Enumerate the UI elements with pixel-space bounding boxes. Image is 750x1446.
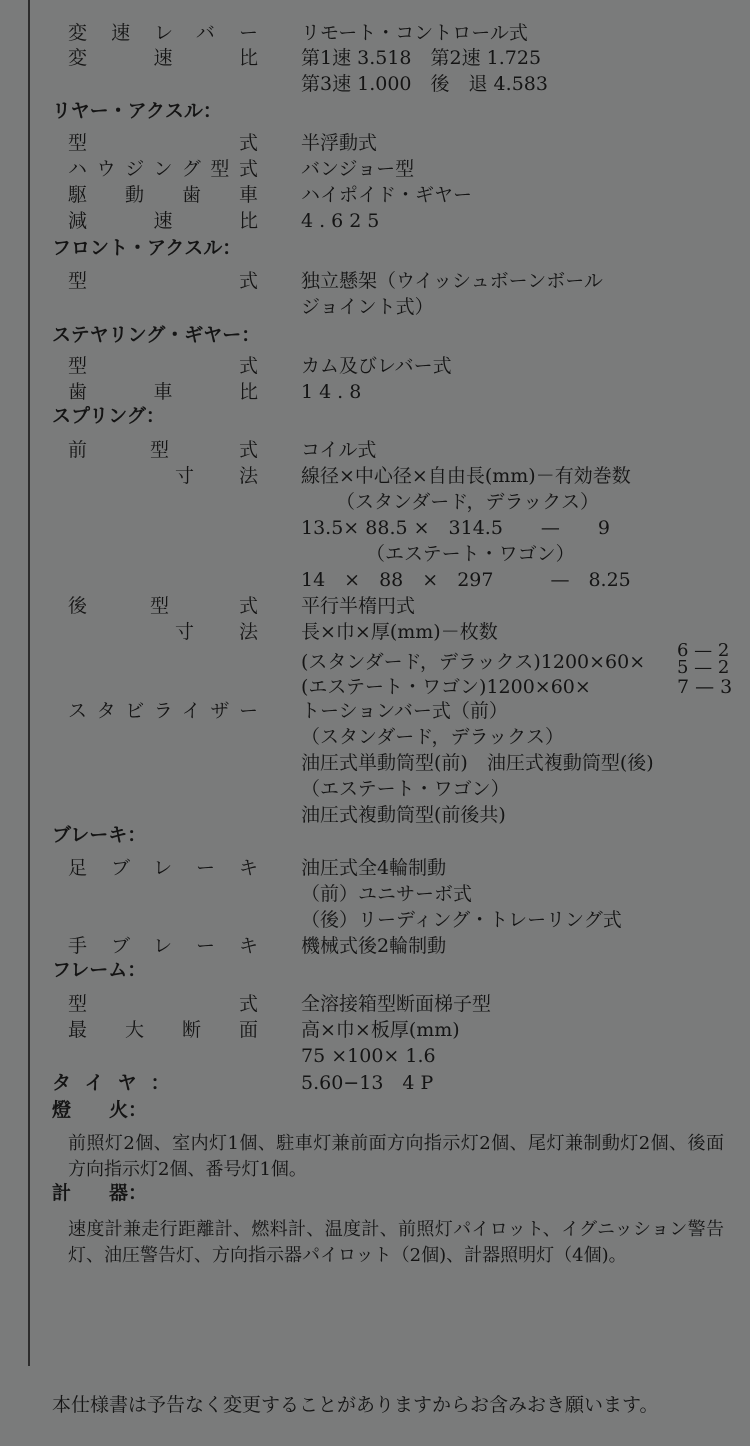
section-gauges	[0, 1180, 750, 1207]
value: （スタンダード，デラックス）	[336, 491, 599, 513]
row-stab-est-label	[0, 776, 750, 803]
row-front-axle-type	[0, 268, 750, 295]
value: ジョイント式）	[301, 296, 434, 318]
row-gear-ratio-2	[0, 71, 750, 98]
value: リモート・コントロール式	[301, 22, 528, 44]
row-frame-section-value	[0, 1043, 750, 1070]
row-hand-brake	[0, 933, 750, 960]
value: カム及びレバー式	[301, 355, 452, 377]
row-front-axle-type-2	[0, 294, 750, 321]
label: 寸法	[175, 621, 258, 643]
value: 5.60−13 4 P	[301, 1072, 434, 1094]
value: （前）ユニサーボ式	[301, 883, 473, 905]
section-lights	[0, 1097, 750, 1124]
label: スタビライザー	[68, 700, 258, 722]
row-foot-brake	[0, 855, 750, 882]
section-heading: 燈 火：	[52, 1099, 148, 1121]
value: ハイポイド・ギヤー	[301, 184, 473, 206]
row-front-spring-std-label	[0, 489, 750, 516]
lights-text: 前照灯2個、室内灯1個、駐車灯兼前面方向指示灯2個、尾灯兼制動灯2個、後面方向指示灯2個、番号灯1個。	[68, 1133, 724, 1180]
label: 型式	[150, 439, 258, 461]
row-stab-std-label	[0, 724, 750, 751]
value: （スタンダード，デラックス）	[301, 726, 564, 748]
row-front-spring-dim	[0, 463, 750, 490]
section-heading: 計 器：	[52, 1182, 148, 1204]
label: 型式	[68, 355, 258, 377]
row-foot-brake-front	[0, 881, 750, 908]
value: 全溶接箱型断面梯子型	[301, 993, 492, 1015]
row-steering-type	[0, 353, 750, 380]
row-reduction-ratio	[0, 208, 750, 235]
row-tire	[0, 1070, 750, 1097]
value: 第1速 3.518 第2速 1.725	[301, 47, 542, 69]
label: ハウジング型式	[68, 158, 258, 180]
row-steering-ratio	[0, 379, 750, 406]
section-brake	[0, 822, 750, 849]
label: 足ブレーキ	[68, 857, 258, 879]
section-heading: ブレーキ：	[52, 824, 147, 846]
section-steering	[0, 322, 750, 349]
section-rear-axle	[0, 98, 750, 125]
value: (スタンダード，デラックス)1200×60×	[301, 651, 646, 673]
row-foot-brake-rear	[0, 907, 750, 934]
section-front-axle	[0, 235, 750, 262]
value: 75 ×100× 1.6	[301, 1045, 436, 1067]
row-front-spring-std-value	[0, 515, 750, 542]
value: 4.625	[301, 210, 386, 232]
section-heading: スプリング：	[52, 405, 165, 427]
label: 変速比	[68, 47, 258, 69]
value: 半浮動式	[301, 132, 378, 154]
row-front-spring-est-value	[0, 567, 750, 594]
label: 駆動歯車	[68, 184, 258, 206]
row-rear-spring-type	[0, 593, 750, 620]
value: 油圧式単動筒型(前) 油圧式複動筒型(後)	[301, 752, 654, 774]
value: 14 × 88 × 297 — 8.25	[301, 569, 631, 591]
label: 手ブレーキ	[68, 935, 258, 957]
value: （後）リーディング・トレーリング式	[301, 909, 622, 931]
row-stab-std-value	[0, 750, 750, 777]
label: 最大断面	[68, 1019, 258, 1041]
value: （エステート・ワゴン）	[301, 778, 510, 800]
value: トーションバー式（前）	[301, 700, 508, 722]
frac-mid: 5 — 2	[677, 657, 730, 678]
value: 14.8	[301, 381, 368, 403]
label: 寸法	[175, 465, 258, 487]
label-front: 前	[68, 439, 88, 461]
value: 油圧式複動筒型(前後共)	[301, 804, 506, 826]
row-front-spring-type	[0, 437, 750, 464]
footer-note: 本仕様書は予告なく変更することがありますからお含みおき願います。	[52, 1394, 659, 1416]
label: 型式	[150, 595, 258, 617]
value: 長×巾×厚(mm)－枚数	[301, 621, 498, 643]
value: 機械式後2輪制動	[301, 935, 447, 957]
label: 型式	[68, 270, 258, 292]
value: バンジョー型	[301, 158, 415, 180]
label: 歯車比	[68, 381, 258, 403]
row-shift-lever	[0, 20, 750, 47]
label: 型式	[68, 132, 258, 154]
row-rear-spring-dim	[0, 619, 750, 646]
row-frame-type	[0, 991, 750, 1018]
value: 13.5× 88.5 × 314.5 — 9	[301, 517, 611, 539]
row-drive-gear	[0, 182, 750, 209]
value: 油圧式全4輪制動	[301, 857, 447, 879]
value: コイル式	[301, 439, 377, 461]
value: （エステート・ワゴン）	[366, 543, 575, 565]
gauges-text: 速度計兼走行距離計、燃料計、温度計、前照灯パイロット、イグニッション警告灯、油圧警告灯、方向指示器パイロット（2個)、計器照明灯（4個)。	[68, 1219, 724, 1266]
section-frame	[0, 957, 750, 984]
section-heading: リヤー・アクスル：	[52, 100, 222, 122]
value: 平行半楕円式	[301, 595, 416, 617]
label: 型式	[68, 993, 258, 1015]
row-frame-section	[0, 1017, 750, 1044]
leaf-count-fraction	[677, 642, 729, 676]
label: 変速レバー	[68, 22, 258, 44]
value: 高×巾×板厚(mm)	[301, 1019, 460, 1041]
value: 第3速 1.000 後 退 4.583	[301, 73, 548, 95]
frac-top: 6 — 2	[677, 640, 730, 661]
section-heading: ステヤリング・ギヤー：	[52, 324, 261, 346]
label-rear: 後	[68, 595, 88, 617]
label: 減速比	[68, 210, 258, 232]
value: 線径×中心径×自由長(mm)－有効巻数	[301, 465, 631, 487]
section-heading: タイヤ：	[52, 1072, 184, 1094]
value: 独立懸架（ウイッシュボーンボール	[301, 270, 603, 292]
row-front-spring-est-label	[0, 541, 750, 568]
row-gear-ratio	[0, 45, 750, 72]
row-stabilizer	[0, 698, 750, 725]
row-rear-spring-std	[0, 640, 750, 678]
value: (エステート・ワゴン)1200×60×	[301, 676, 591, 698]
row-housing	[0, 156, 750, 183]
row-rear-spring-est	[0, 674, 750, 701]
frac-bottom: 7 — 3	[677, 676, 733, 698]
section-spring	[0, 403, 750, 430]
section-heading: フレーム：	[52, 959, 147, 981]
section-heading: フロント・アクスル：	[52, 237, 242, 259]
row-rear-axle-type	[0, 130, 750, 157]
